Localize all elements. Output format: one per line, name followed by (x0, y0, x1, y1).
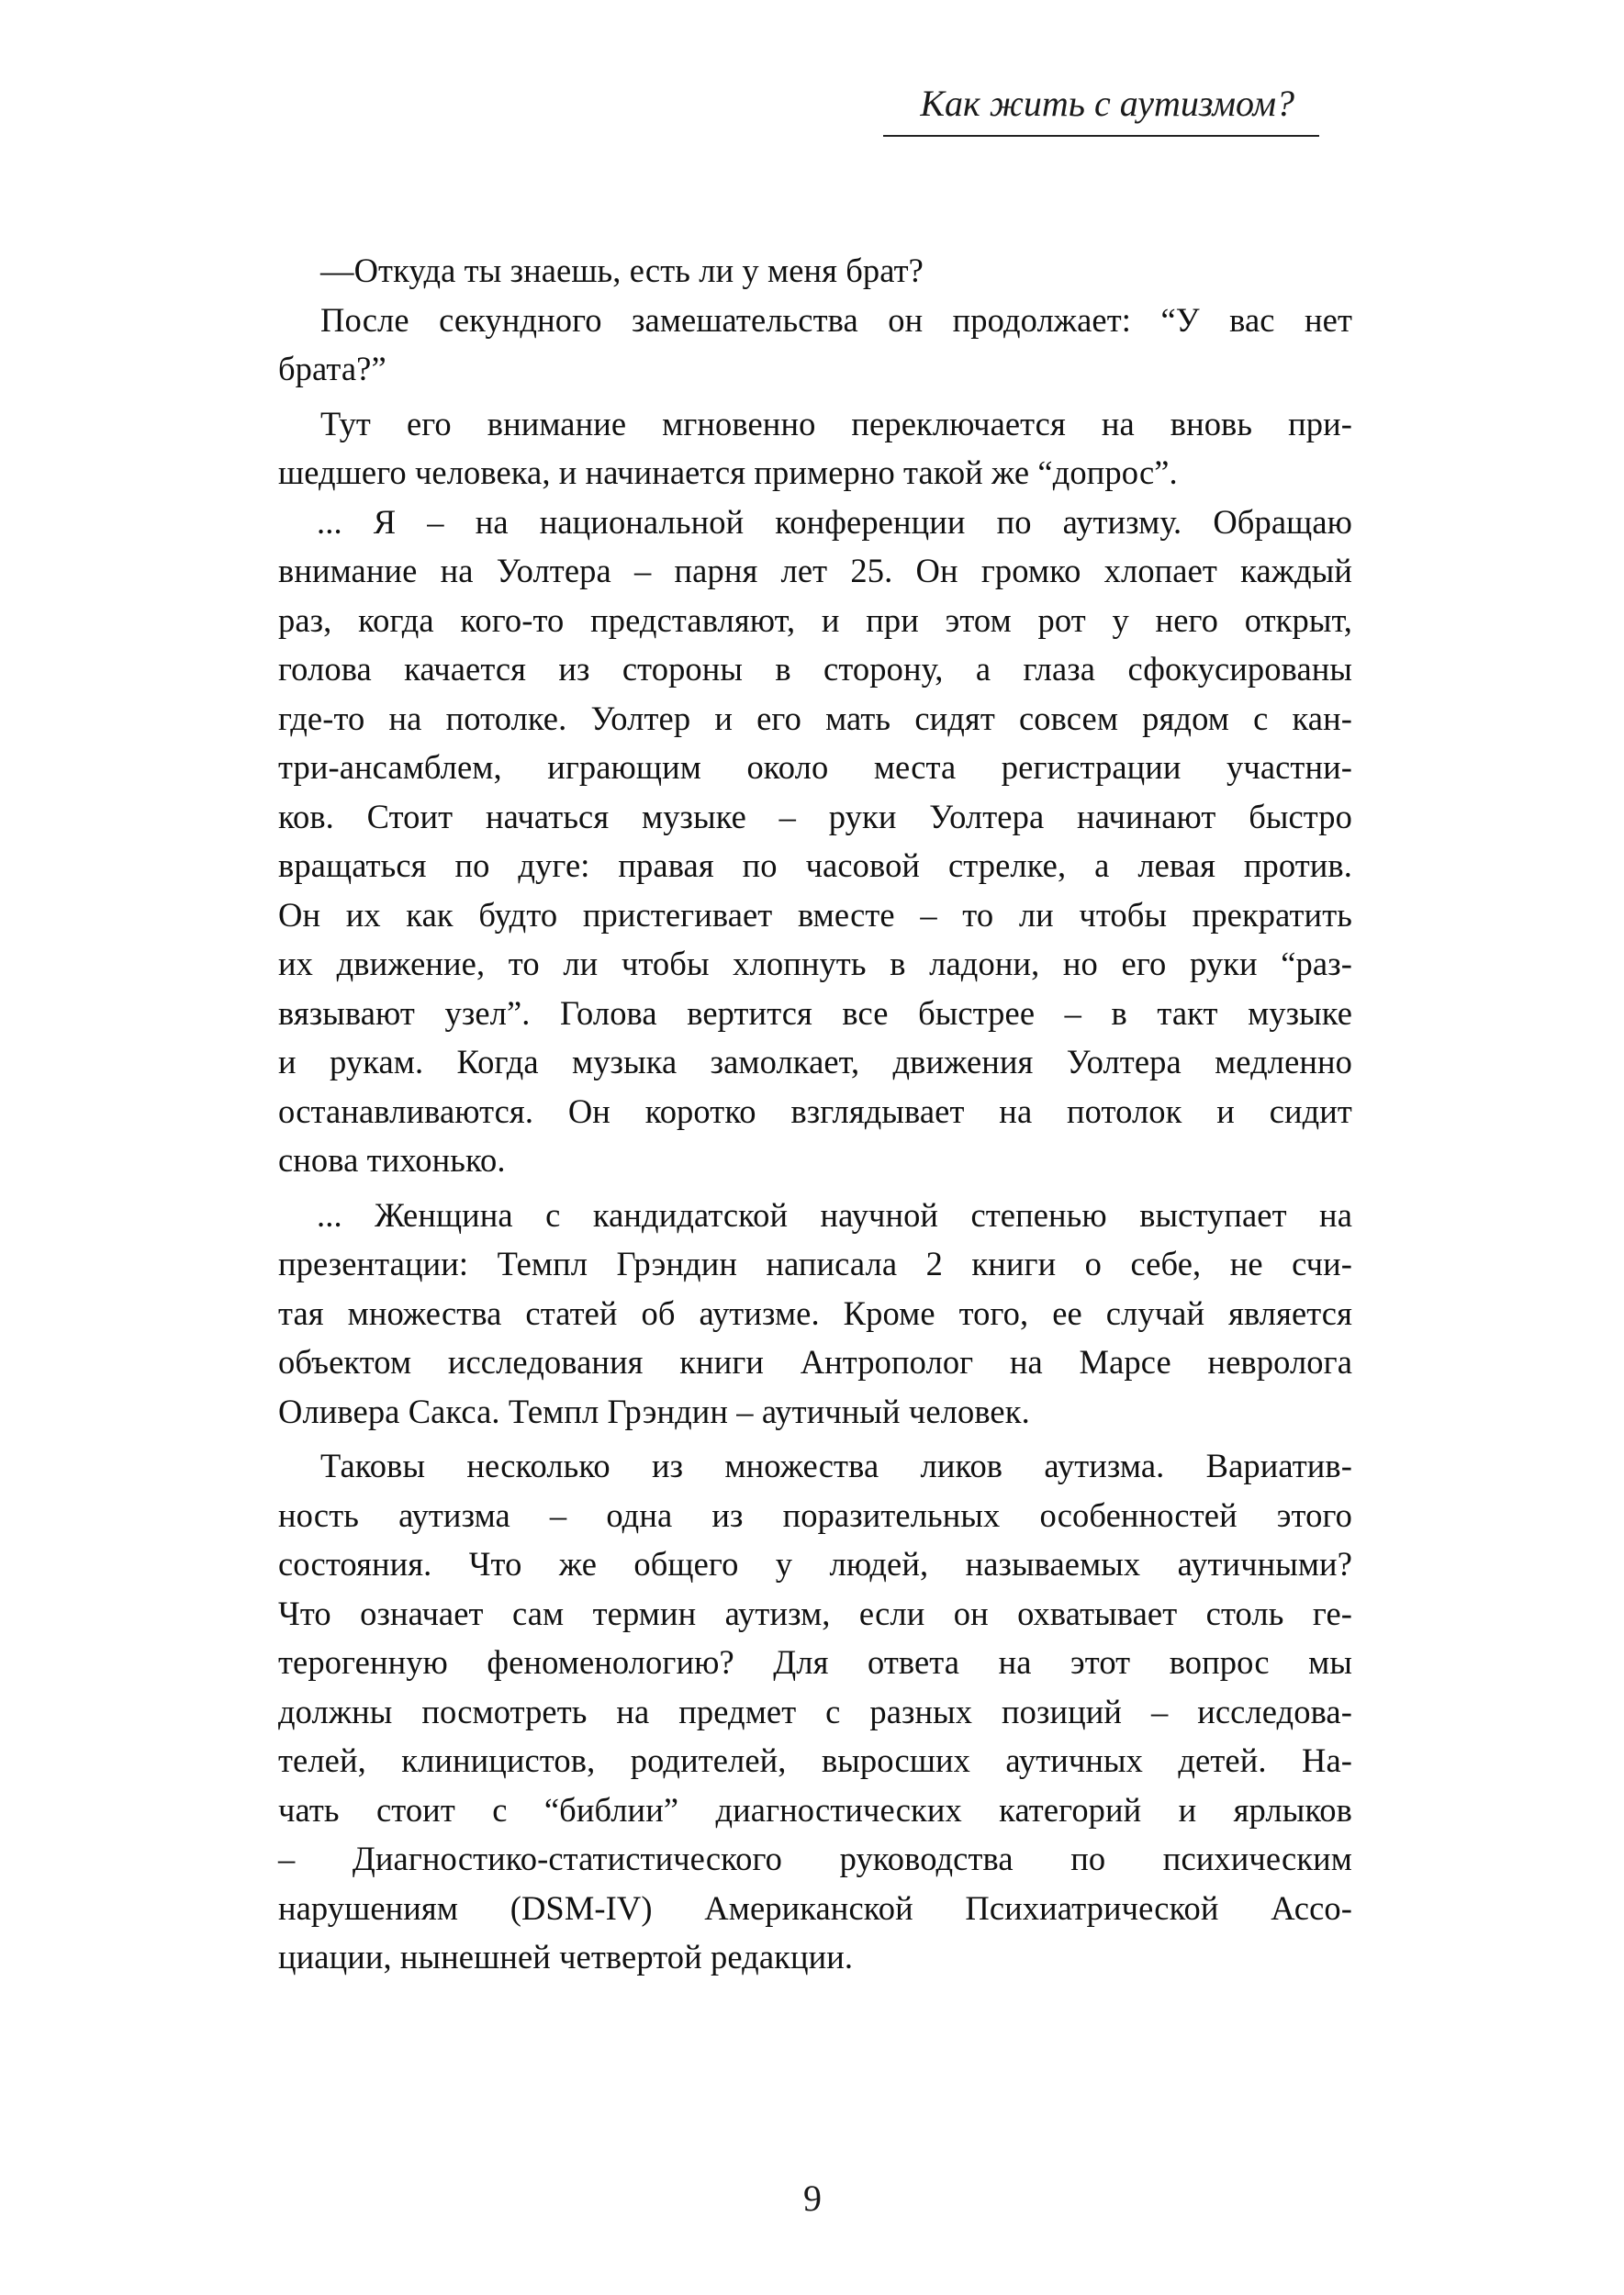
text-line: нарушениям (DSM-IV) Американской Психиатрической Ассо- (278, 1888, 1352, 1927)
text-line: снова тихонько. (278, 1141, 506, 1179)
text-line: презентации: Темпл Грэндин написала 2 книги о себе, не счи- (278, 1245, 1352, 1282)
text-line: Оливера Сакса. Темпл Грэндин – аутичный человек. (278, 1392, 1030, 1430)
text-line: объектом исследования книги Антрополог на Марсе невролога (278, 1343, 1352, 1381)
text-line: ков. Стоит начаться музыке – руки Уолтера начинают быстро (278, 797, 1352, 835)
text-line: Тут его внимание мгновенно переключается на вновь при- (320, 404, 1352, 442)
paragraph (278, 1441, 1352, 1982)
text-line: три-ансамблем, играющим около места регистрации участни- (278, 748, 1352, 786)
text-line: терогенную феноменологию? Для ответа на этот вопрос мы (278, 1643, 1352, 1681)
text-line: где-то на потолке. Уолтер и его мать сидят совсем рядом с кан- (278, 699, 1352, 737)
text-line: ... Я – на национальной конференции по аутизму. Обращаю (317, 502, 1352, 541)
text-line: и рукам. Когда музыка замолкает, движения Уолтера медленно (278, 1043, 1352, 1080)
text-line: циации, нынешней четвертой редакции. (278, 1938, 854, 1976)
body-text (278, 246, 1352, 1982)
text-line: внимание на Уолтера – парня лет 25. Он громко хлопает каждый (278, 552, 1352, 589)
text-line: брата?” (278, 350, 386, 387)
text-line: Что означает сам термин аутизм, если он охватывает столь ге- (278, 1594, 1352, 1632)
text-line: их движение, то ли чтобы хлопнуть в ладони, но его руки “раз- (278, 945, 1352, 982)
header-rule (883, 135, 1319, 137)
page-number: 9 (803, 2177, 822, 2219)
text-line: После секундного замешательства он продолжает: “У вас нет (320, 300, 1352, 339)
text-line: Таковы несколько из множества ликов аутизма. Вариатив- (320, 1447, 1352, 1484)
text-line: —Откуда ты знаешь, есть ли у меня брат? (320, 252, 924, 289)
paragraph (278, 1191, 1352, 1437)
text-line: ... Женщина с кандидатской научной степенью выступает на (317, 1195, 1352, 1234)
text-line: должны посмотреть на предмет с разных позиций – исследова- (278, 1692, 1352, 1730)
text-line: – Диагностико-статистического руководства по психическим (278, 1840, 1352, 1877)
paragraph (278, 246, 1352, 296)
text-line: чать стоит с “библии” диагностических категорий и ярлыков (278, 1790, 1352, 1829)
text-line: шедшего человека, и начинается примерно такой же “допрос”. (278, 453, 1178, 491)
text-line: останавливаются. Он коротко взглядывает на потолок и сидит (278, 1092, 1352, 1130)
text-line: голова качается из стороны в сторону, а глаза сфокусированы (278, 650, 1352, 688)
running-header: Как жить с аутизмом? (920, 83, 1294, 124)
text-line: телей, клиницистов, родителей, выросших аутичных детей. На- (278, 1741, 1352, 1779)
text-line: раз, когда кого-то представляют, и при этом рот у него открыт, (278, 600, 1352, 639)
text-line: тая множества статей об аутизме. Кроме того, ее случай является (278, 1293, 1352, 1332)
text-line: состояния. Что же общего у людей, называемых аутичными? (278, 1545, 1352, 1583)
text-line: вращаться по дуге: правая по часовой стрелке, а левая против. (278, 846, 1352, 884)
text-line: Он их как будто пристегивает вместе – то ли чтобы прекратить (278, 895, 1352, 934)
paragraph (278, 498, 1352, 1185)
paragraph (278, 296, 1352, 394)
text-line: вязывают узел”. Голова вертится все быстрее – в такт музыке (278, 993, 1352, 1032)
paragraph (278, 399, 1352, 498)
text-line: ность аутизма – одна из поразительных особенностей этого (278, 1495, 1352, 1534)
